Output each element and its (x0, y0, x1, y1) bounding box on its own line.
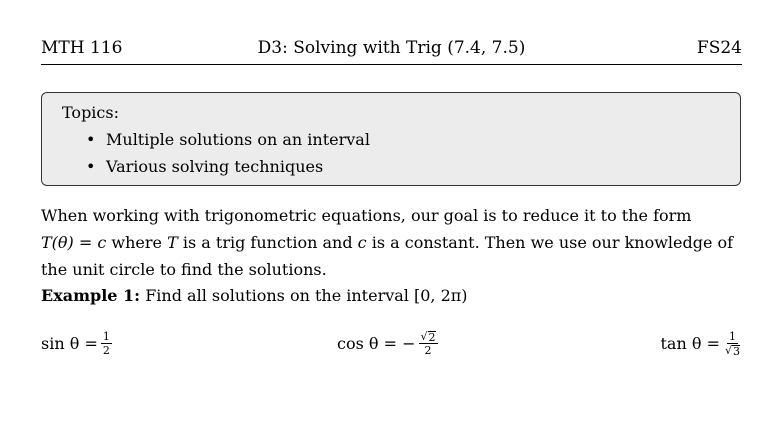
variable-T: T (167, 233, 178, 252)
equation-lhs: tan θ = (660, 333, 720, 353)
numerator: 1 (102, 329, 110, 343)
equations-row (41, 326, 742, 360)
topic-item (86, 129, 370, 156)
intro-line-2 (41, 229, 745, 256)
topic-text: Various solving techniques (106, 157, 324, 176)
term-label: FS24 (696, 38, 742, 58)
example-prompt: Find all solutions on the interval [0, 2π) (145, 286, 468, 305)
fraction (723, 330, 742, 357)
equation-sin (41, 326, 112, 360)
intro-text: is a constant. Then we use our knowledge of (366, 233, 734, 252)
radicand: 3 (733, 344, 740, 358)
topics-title: Topics: (62, 103, 119, 122)
header-divider (41, 64, 742, 65)
equation-cos (337, 326, 438, 360)
topics-list (86, 129, 370, 183)
numerator: 1 (728, 329, 736, 343)
variable-c: c (357, 233, 367, 252)
intro-paragraph (41, 202, 745, 283)
denominator (723, 344, 742, 357)
equation-lhs: sin θ = (41, 333, 98, 353)
sqrt-icon: √ (724, 343, 732, 357)
equation-lhs: cos θ = − (337, 333, 416, 353)
fraction (101, 330, 112, 357)
radicand: 2 (428, 330, 436, 344)
page-header (41, 38, 742, 62)
bullet-icon: • (86, 130, 96, 149)
topics-box (41, 92, 741, 186)
intro-line-1: When working with trigonometric equations, our goal is to reduce it to the form (41, 206, 692, 225)
equation-tan (661, 326, 743, 360)
numerator (419, 330, 438, 344)
topic-item (86, 156, 370, 183)
denominator: 2 (102, 343, 110, 357)
sqrt-icon: √ (420, 329, 428, 343)
example-1 (41, 284, 468, 308)
bullet-icon: • (86, 157, 96, 176)
example-label: Example 1: (41, 286, 141, 305)
form-expression: T(θ) = c (41, 233, 107, 252)
course-code: MTH 116 (41, 38, 123, 58)
worksheet-title: D3: Solving with Trig (7.4, 7.5) (257, 38, 526, 58)
intro-text: is a trig function and (177, 233, 358, 252)
topic-text: Multiple solutions on an interval (106, 130, 370, 149)
intro-text: where (106, 233, 168, 252)
denominator: 2 (424, 343, 432, 357)
intro-line-3: the unit circle to find the solutions. (41, 260, 327, 279)
fraction (419, 330, 438, 357)
